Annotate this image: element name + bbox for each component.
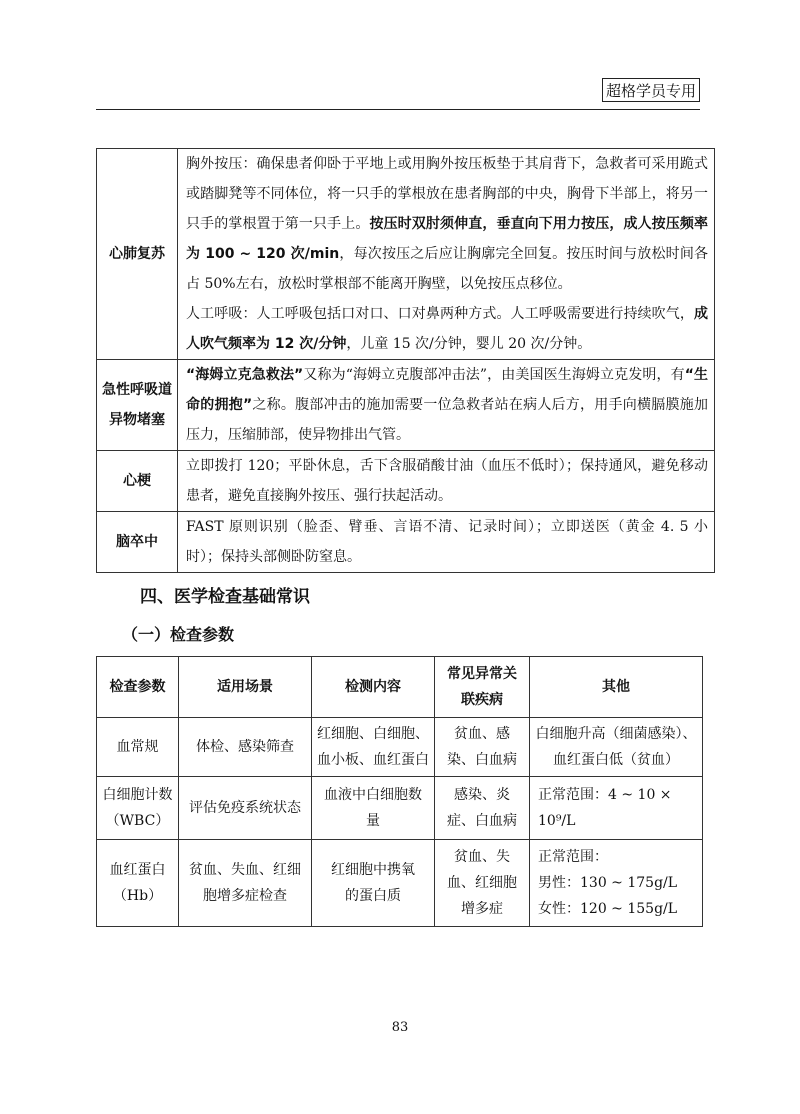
table-cell: 体检、感染筛查 <box>179 718 312 777</box>
table-cell: 贫血、失血、红细胞增多症 <box>435 840 530 927</box>
airway-obstruction-label: 急性呼吸道异物堵塞 <box>97 360 178 451</box>
page-number: 83 <box>391 1020 409 1035</box>
table-row <box>97 777 703 840</box>
section-title: 四、医学检查基础常识 <box>140 587 310 607</box>
compression-key-point: 按压时双肘须伸直，垂直向下用力按压，成人按压频率为 100 ~ 120 次/min <box>186 216 709 262</box>
airway-obstruction-content <box>178 360 715 451</box>
first-aid-table <box>96 148 715 573</box>
compression-text: ，每次按压之后应让胸廓完全回复。按压时间与放松时间各占 50%左右，放松时掌根部不能离开胸壁，以免按压点移位。 <box>186 246 709 292</box>
table-cell: 红细胞、白细胞、血小板、血红蛋白 <box>312 718 435 777</box>
table-cell: 血液中白细胞数量 <box>312 777 435 840</box>
subsection-title: （一）检查参数 <box>122 625 235 644</box>
header-rule <box>96 109 700 110</box>
table-cell: 血常规 <box>97 718 179 777</box>
table-header-row <box>97 657 703 718</box>
table-row <box>97 149 715 360</box>
cpr-label: 心肺复苏 <box>97 149 178 360</box>
table-cell: 贫血、感染、白血病 <box>435 718 530 777</box>
table-row <box>97 512 715 573</box>
table-row <box>97 451 715 512</box>
student-only-badge: 超格学员专用 <box>602 78 700 102</box>
chest-compression-paragraph <box>186 149 708 299</box>
hug-of-life-term: “生命的拥抱” <box>186 367 708 413</box>
myocardial-infarction-label: 心梗 <box>97 451 178 512</box>
heimlich-term: “海姆立克急救法” <box>186 367 304 383</box>
breathing-text: ，儿童 15 次/分钟，婴儿 20 次/分钟。 <box>346 336 592 352</box>
table-row <box>97 360 715 451</box>
breathing-text: 人工呼吸：人工呼吸包括口对口、口对鼻两种方式。人工呼吸需要进行持续吹气， <box>186 306 694 322</box>
table-cell: 正常范围：4 ~ 10 × 10⁹/L <box>530 777 703 840</box>
table-row <box>97 718 703 777</box>
myocardial-infarction-content: 立即拨打 120；平卧休息，舌下含服硝酸甘油（血压不低时）；保持通风，避免移动患者，避免直接胸外按压、强行扶起活动。 <box>178 451 715 512</box>
column-header: 检查参数 <box>97 657 179 718</box>
table-row <box>97 840 703 927</box>
airway-text: 之称。腹部冲击的施加需要一位急救者站在病人后方，用手向横膈膜施加压力，压缩肺部，使异物排出气管。 <box>186 397 709 443</box>
exam-parameters-table <box>96 656 703 927</box>
rescue-breathing-paragraph <box>186 299 708 359</box>
table-cell: 评估免疫系统状态 <box>179 777 312 840</box>
table-cell: 白细胞升高（细菌感染）、血红蛋白低（贫血） <box>530 718 703 777</box>
table-cell: 红细胞中携氧的蛋白质 <box>312 840 435 927</box>
column-header: 适用场景 <box>179 657 312 718</box>
airway-text: 又称为“海姆立克腹部冲击法”，由美国医生海姆立克发明，有 <box>303 367 685 383</box>
cpr-content <box>178 149 715 360</box>
normal-range-label: 正常范围： <box>538 849 608 865</box>
column-header: 常见异常关联疾病 <box>435 657 530 718</box>
table-cell: 白细胞计数（WBC） <box>97 777 179 840</box>
table-cell <box>530 840 703 927</box>
column-header: 其他 <box>530 657 703 718</box>
table-cell: 贫血、失血、红细胞增多症检查 <box>179 840 312 927</box>
table-cell: 感染、炎症、白血病 <box>435 777 530 840</box>
breathing-key-point: 成人吹气频率为 12 次/分钟 <box>186 306 708 352</box>
compression-text: 胸外按压：确保患者仰卧于平地上或用胸外按压板垫于其肩背下，急救者可采用跪式或踏脚凳等不同体位，将一只手的掌根放在患者胸部的中央，胸骨下半部上，将另一只手的掌根置于第一只手上。 <box>186 156 708 232</box>
stroke-label: 脑卒中 <box>97 512 178 573</box>
stroke-content: FAST 原则识别（脸歪、臂垂、言语不清、记录时间）；立即送医（黄金 4. 5 小时）；保持头部侧卧防窒息。 <box>178 512 715 573</box>
female-range: 女性：120 ~ 155g/L <box>538 901 678 917</box>
column-header: 检测内容 <box>312 657 435 718</box>
male-range: 男性：130 ~ 175g/L <box>538 875 678 891</box>
table-cell: 血红蛋白（Hb） <box>97 840 179 927</box>
